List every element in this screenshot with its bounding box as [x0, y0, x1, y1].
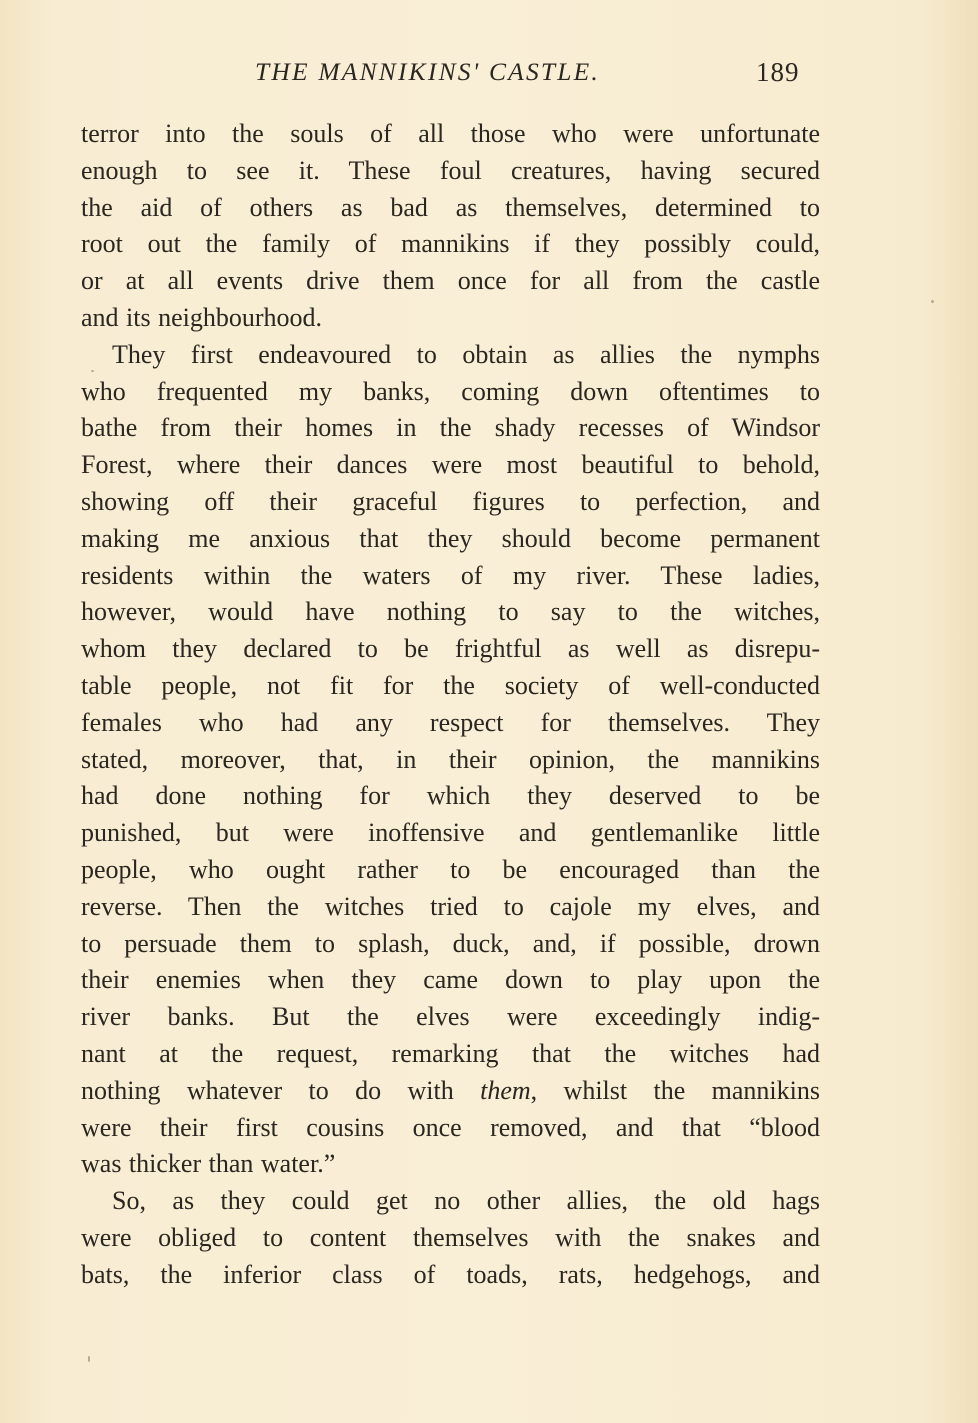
text-line: and its neighbourhood.	[81, 302, 323, 332]
paper-speck	[88, 1356, 90, 1362]
text-line: had done nothing for which they deserved to be	[81, 781, 820, 811]
text-line: or at all events drive them once for all from the castle	[81, 266, 820, 296]
text-line: terror into the souls of all those who were unfortunate	[81, 119, 820, 148]
text-line: females who had any respect for themselves. They	[81, 707, 820, 737]
text-line: stated, moreover, that, in their opinion, the mannikins	[81, 744, 820, 774]
paragraph-3	[81, 1183, 820, 1293]
page-number: 189	[756, 57, 800, 87]
text-line: were obliged to content themselves with the snakes and	[81, 1222, 820, 1252]
text-line: bats, the inferior class of toads, rats, hedgehogs, and	[81, 1259, 820, 1289]
text-line: bathe from their homes in the shady recesses of Windsor	[81, 413, 820, 443]
text-line: who frequented my banks, coming down oftentimes to	[81, 376, 820, 406]
text-line: root out the family of mannikins if they possibly could,	[81, 229, 820, 259]
paragraph-2	[81, 337, 820, 1183]
text-line: showing off their graceful figures to perfection, and	[81, 486, 820, 516]
text-line: table people, not fit for the society of well-conducted	[81, 670, 820, 700]
text-line: residents within the waters of my river. These ladies,	[81, 560, 820, 590]
text-line: They first endeavoured to obtain as allies the nymphs	[112, 339, 820, 369]
paper-speck	[931, 300, 934, 303]
text-line: river banks. But the elves were exceedingly indig-	[81, 1002, 820, 1032]
text-line-with-italic	[81, 1073, 820, 1110]
text-line: to persuade them to splash, duck, and, if possible, drown	[81, 928, 820, 958]
text-line: the aid of others as bad as themselves, determined to	[81, 192, 820, 222]
body-text	[81, 116, 820, 1294]
text-line: making me anxious that they should become permanent	[81, 523, 820, 553]
running-head	[0, 54, 978, 94]
text-line: however, would have nothing to say to the witches,	[81, 597, 820, 627]
text-line: people, who ought rather to be encouraged than the	[81, 854, 820, 884]
paragraph-1	[81, 116, 820, 337]
text-line: whom they declared to be frightful as well as disrepu-	[81, 634, 820, 664]
text-line: reverse. Then the witches tried to cajole my elves, and	[81, 891, 820, 921]
running-title: THE MANNIKINS' CASTLE.	[255, 57, 601, 86]
text-line: enough to see it. These foul creatures, having secured	[81, 155, 820, 185]
paper-speck	[91, 370, 94, 372]
italic-line-after: , whilst the mannikins	[530, 1075, 820, 1105]
text-line: punished, but were inoffensive and gentlemanlike little	[81, 818, 820, 848]
text-line: nant at the request, remarking that the witches had	[81, 1038, 820, 1068]
text-line: was thicker than water.”	[81, 1149, 336, 1179]
italic-word: them	[480, 1075, 531, 1105]
text-line: were their first cousins once removed, and that “blood	[81, 1112, 820, 1142]
italic-line-before: nothing whatever to do with	[81, 1075, 481, 1105]
text-line: So, as they could get no other allies, the old hags	[112, 1186, 820, 1216]
text-line: their enemies when they came down to play upon the	[81, 965, 820, 995]
text-line: Forest, where their dances were most beautiful to behold,	[81, 450, 820, 480]
